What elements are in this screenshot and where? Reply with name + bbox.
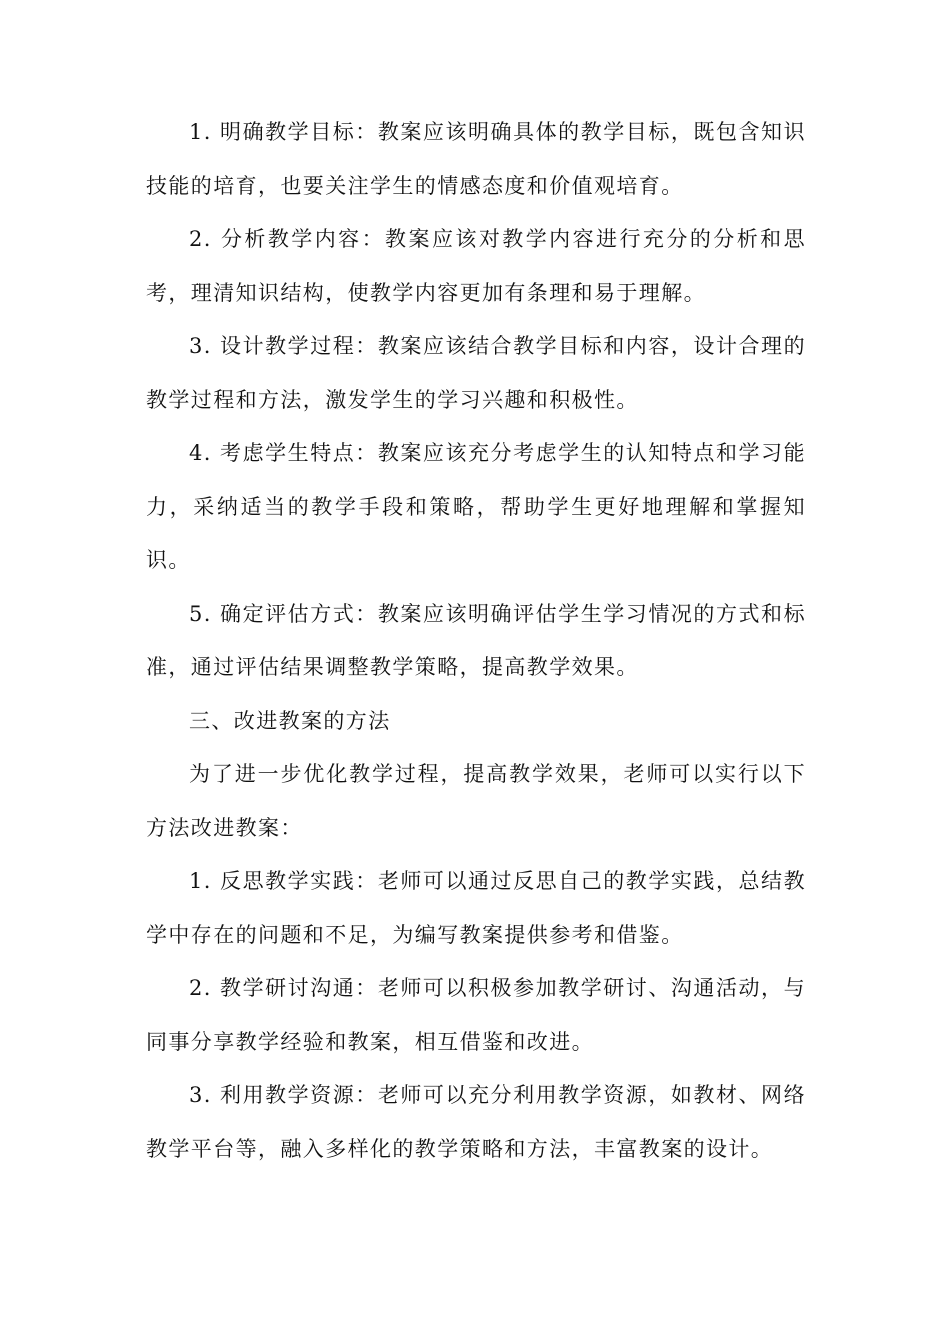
paragraph-improve-intro: 为了进一步优化教学过程，提高教学效果，老师可以实行以下方法改进教案： [146, 762, 806, 840]
section-heading-improve-methods: 三、改进教案的方法 [189, 708, 391, 733]
paragraph-teaching-process: 3. 设计教学过程：教案应该结合教学目标和内容，设计合理的教学过程和方法，激发学生的学习兴趣和积极性。 [146, 334, 806, 412]
document-body [146, 106, 806, 1176]
paragraph-teaching-goals: 1. 明确教学目标：教案应该明确具体的教学目标，既包含知识技能的培育，也要关注学生的情感态度和价值观培育。 [146, 120, 806, 198]
paragraph-reflect-practice: 1. 反思教学实践：老师可以通过反思自己的教学实践，总结教学中存在的问题和不足，为编写教案提供参考和借鉴。 [146, 869, 806, 947]
paragraph-seminar-communication: 2. 教学研讨沟通：老师可以积极参加教学研讨、沟通活动，与同事分享教学经验和教案，相互借鉴和改进。 [146, 976, 806, 1054]
paragraph-use-resources: 3. 利用教学资源：老师可以充分利用教学资源，如教材、网络教学平台等，融入多样化的教学策略和方法，丰富教案的设计。 [146, 1083, 806, 1161]
paragraph-teaching-content: 2. 分析教学内容：教案应该对教学内容进行充分的分析和思考，理清知识结构，使教学内容更加有条理和易于理解。 [146, 227, 806, 305]
paragraph-student-traits: 4. 考虑学生特点：教案应该充分考虑学生的认知特点和学习能力，采纳适当的教学手段和策略，帮助学生更好地理解和掌握知识。 [146, 441, 806, 572]
paragraph-evaluation: 5. 确定评估方式：教案应该明确评估学生学习情况的方式和标准，通过评估结果调整教学策略，提高教学效果。 [146, 601, 806, 679]
